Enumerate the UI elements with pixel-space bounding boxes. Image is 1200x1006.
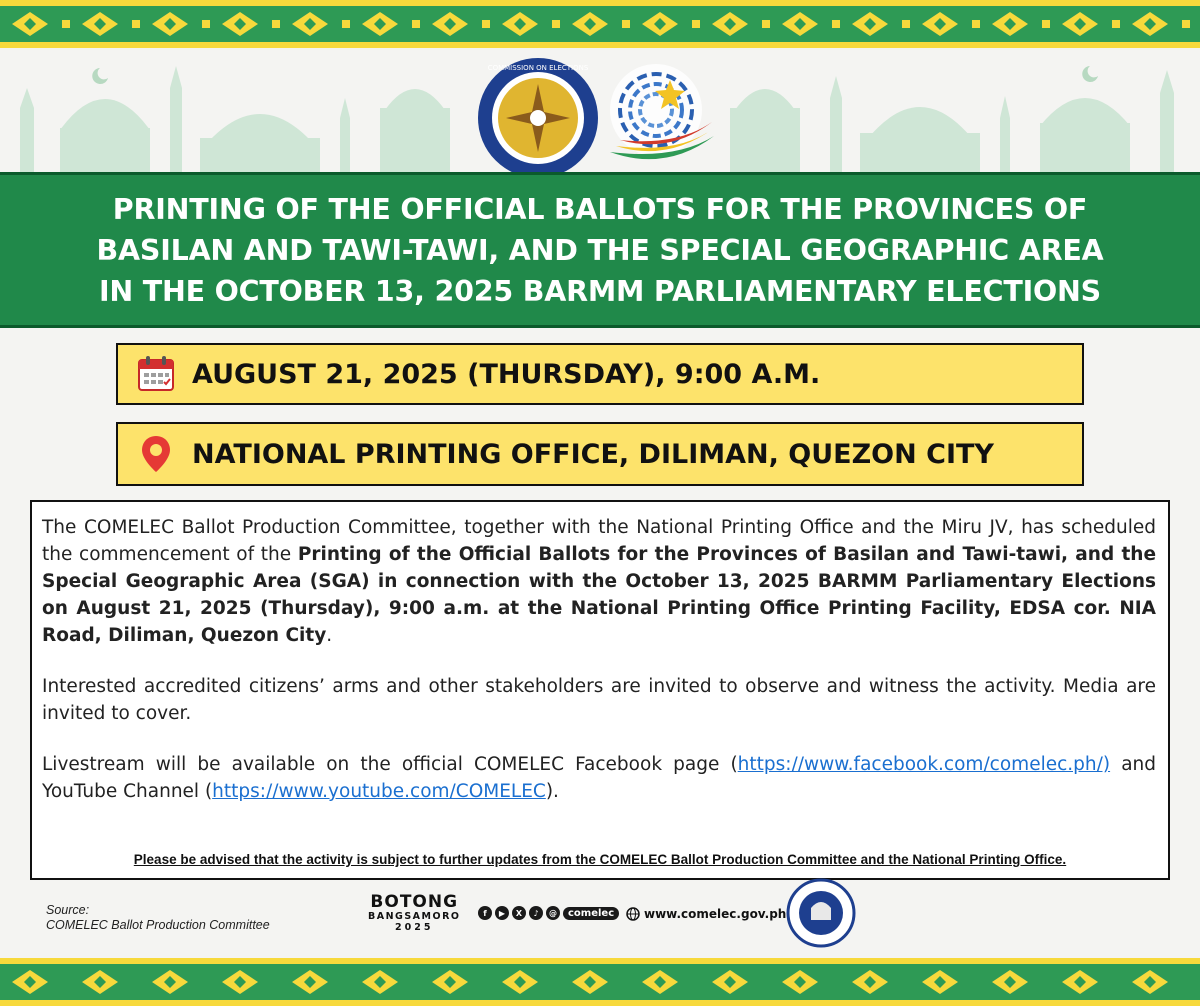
event-venue: NATIONAL PRINTING OFFICE, DILIMAN, QUEZON CITY bbox=[192, 438, 994, 470]
threads-icon[interactable]: @ bbox=[546, 906, 560, 920]
tiktok-icon[interactable]: ♪ bbox=[529, 906, 543, 920]
barmm-elections-logo bbox=[596, 54, 724, 182]
bangsamoro-seal-logo bbox=[786, 878, 856, 948]
page-title bbox=[97, 189, 1104, 312]
advisory-note: Please be advised that the activity is subject to further updates from the COMELEC Ballot Production Committee and the National Printing Office. bbox=[133, 852, 1067, 867]
intro-bold-text: Printing of the Official Ballots for the Provinces of Basilan and Tawi-tawi, and the Special Geographic Area (SGA) in connection with the October 13, 2025 BARMM Parliamentary Elections on August 21, 2025 (Thursday), 9:00 a.m. at the National Printing Office Printing Facility, EDSA cor. NIA Road, Diliman, Quezon City bbox=[42, 544, 1156, 646]
intro-text: The COMELEC Ballot Production Committee, together with the National Printing Office and the Miru JV, has scheduled the commencement of the bbox=[42, 517, 1156, 565]
title-line-3: IN THE OCTOBER 13, 2025 BARMM PARLIAMENTARY ELECTIONS bbox=[98, 274, 1101, 308]
livestream-text-a: Livestream will be available on the official COMELEC Facebook page ( bbox=[42, 754, 738, 775]
globe-icon bbox=[626, 907, 640, 921]
bottom-border-pattern bbox=[0, 958, 1200, 1006]
website-link[interactable] bbox=[626, 907, 786, 921]
youtube-link[interactable]: https://www.youtube.com/COMELEC bbox=[212, 781, 546, 802]
venue-box bbox=[116, 422, 1084, 486]
event-date: AUGUST 21, 2025 (THURSDAY), 9:00 A.M. bbox=[192, 358, 821, 390]
intro-end: . bbox=[326, 625, 333, 646]
social-links bbox=[478, 906, 619, 920]
paragraph-intro bbox=[42, 514, 1156, 649]
botong-bangsamoro-logo bbox=[368, 893, 460, 933]
botong-line-3: 2025 bbox=[395, 922, 434, 933]
paragraph-livestream bbox=[42, 751, 1156, 805]
botong-line-1: BOTONG bbox=[370, 892, 459, 912]
facebook-icon[interactable]: f bbox=[478, 906, 492, 920]
title-line-2: BASILAN AND TAWI-TAWI, AND THE SPECIAL GEOGRAPHIC AREA bbox=[96, 233, 1104, 267]
source-label: Source: bbox=[46, 903, 90, 917]
date-box bbox=[116, 343, 1084, 405]
livestream-text-b: and YouTube Channel ( bbox=[42, 754, 1156, 802]
title-line-1: PRINTING OF THE OFFICIAL BALLOTS FOR THE PROVINCES OF bbox=[112, 192, 1088, 226]
x-icon[interactable]: X bbox=[512, 906, 526, 920]
youtube-icon[interactable]: ▶ bbox=[495, 906, 509, 920]
location-pin-icon bbox=[136, 434, 176, 474]
source-credit bbox=[46, 903, 270, 933]
source-value: COMELEC Ballot Production Committee bbox=[46, 918, 270, 932]
website-url: www.comelec.gov.ph bbox=[644, 907, 787, 921]
title-banner bbox=[0, 172, 1200, 328]
svg-text:COMMISSION ON ELECTIONS: COMMISSION ON ELECTIONS bbox=[487, 64, 589, 72]
livestream-text-c: ). bbox=[545, 781, 559, 802]
calendar-icon bbox=[136, 354, 176, 394]
paragraph-invitation: Interested accredited citizens’ arms and other stakeholders are invited to observe and witness the activity. Media are invited to cover. bbox=[42, 676, 1156, 724]
botong-line-2: BANGSAMORO bbox=[368, 911, 461, 922]
comelec-seal-logo bbox=[474, 54, 602, 182]
facebook-link[interactable]: https://www.facebook.com/comelec.ph/) bbox=[737, 754, 1111, 775]
announcement-body bbox=[30, 500, 1170, 880]
top-border-pattern bbox=[0, 0, 1200, 50]
social-handle[interactable]: comelec bbox=[563, 907, 619, 920]
